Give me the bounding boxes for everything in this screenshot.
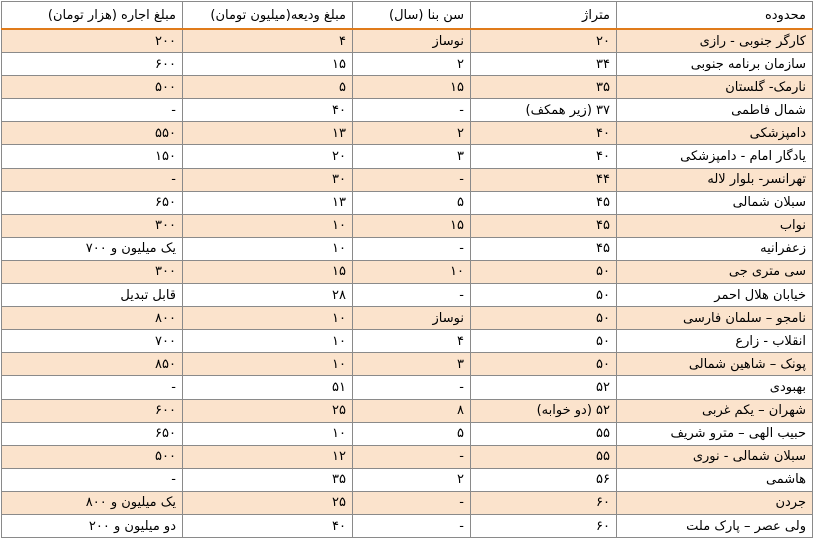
- table-row: [2, 168, 813, 191]
- cell-deposit: ۲۰: [183, 145, 353, 168]
- cell-deposit: ۱۲: [183, 445, 353, 468]
- cell-size: ۵۰: [471, 353, 617, 376]
- cell-deposit: ۱۰: [183, 353, 353, 376]
- cell-rent: یک میلیون و ۷۰۰: [2, 237, 183, 260]
- table-row: [2, 260, 813, 283]
- cell-building-age: ۱۵: [353, 76, 471, 99]
- cell-area: انقلاب - زارع: [617, 330, 813, 353]
- cell-deposit: ۲۵: [183, 399, 353, 422]
- cell-size: ۳۴: [471, 53, 617, 76]
- cell-area: کارگر جنوبی - رازی: [617, 29, 813, 53]
- cell-area: سازمان برنامه جنوبی: [617, 53, 813, 76]
- cell-area: زعفرانیه: [617, 237, 813, 260]
- cell-rent: ۶۰۰: [2, 53, 183, 76]
- cell-rent: ۶۰۰: [2, 399, 183, 422]
- cell-rent: -: [2, 168, 183, 191]
- table-row: [2, 191, 813, 214]
- table-row: [2, 376, 813, 399]
- cell-deposit: ۴: [183, 29, 353, 53]
- table-row: [2, 99, 813, 122]
- cell-building-age: ۲: [353, 122, 471, 145]
- header-area: محدوده: [617, 2, 813, 30]
- table-row: [2, 76, 813, 99]
- cell-size: ۴۰: [471, 122, 617, 145]
- cell-rent: -: [2, 99, 183, 122]
- cell-area: پونک – شاهین شمالی: [617, 353, 813, 376]
- cell-area: سبلان شمالی - نوری: [617, 445, 813, 468]
- table-row: [2, 145, 813, 168]
- cell-building-age: ۱۰: [353, 260, 471, 283]
- cell-size: ۳۷ (زیر همکف): [471, 99, 617, 122]
- cell-deposit: ۱۵: [183, 260, 353, 283]
- rental-listings-table: [1, 1, 813, 538]
- cell-deposit: ۱۰: [183, 307, 353, 330]
- cell-area: سبلان شمالی: [617, 191, 813, 214]
- table-row: [2, 491, 813, 514]
- cell-area: خیابان هلال احمر: [617, 284, 813, 307]
- cell-building-age: ۸: [353, 399, 471, 422]
- cell-size: ۳۵: [471, 76, 617, 99]
- cell-rent: یک میلیون و ۸۰۰: [2, 491, 183, 514]
- header-rent: مبلغ اجاره (هزار تومان): [2, 2, 183, 30]
- cell-deposit: ۱۰: [183, 237, 353, 260]
- cell-building-age: -: [353, 376, 471, 399]
- table-row: [2, 53, 813, 76]
- cell-size: ۴۵: [471, 191, 617, 214]
- header-building-age: سن بنا (سال): [353, 2, 471, 30]
- cell-size: ۶۰: [471, 491, 617, 514]
- cell-building-age: -: [353, 491, 471, 514]
- cell-rent: قابل تبدیل: [2, 284, 183, 307]
- cell-building-age: ۲: [353, 53, 471, 76]
- cell-size: ۵۰: [471, 284, 617, 307]
- table-row: [2, 445, 813, 468]
- cell-area: شهران – یکم غربی: [617, 399, 813, 422]
- cell-building-age: -: [353, 168, 471, 191]
- cell-deposit: ۳۰: [183, 168, 353, 191]
- header-deposit: مبلغ ودیعه(میلیون تومان): [183, 2, 353, 30]
- cell-rent: ۷۰۰: [2, 330, 183, 353]
- cell-deposit: ۱۳: [183, 191, 353, 214]
- cell-rent: ۵۰۰: [2, 76, 183, 99]
- cell-building-age: نوساز: [353, 29, 471, 53]
- cell-size: ۵۲ (دو خوابه): [471, 399, 617, 422]
- cell-deposit: ۱۳: [183, 122, 353, 145]
- cell-building-age: ۴: [353, 330, 471, 353]
- cell-deposit: ۵: [183, 76, 353, 99]
- table-row: [2, 514, 813, 537]
- cell-size: ۲۰: [471, 29, 617, 53]
- cell-area: شمال فاطمی: [617, 99, 813, 122]
- cell-building-age: -: [353, 99, 471, 122]
- cell-building-age: ۲: [353, 468, 471, 491]
- cell-building-age: ۵: [353, 191, 471, 214]
- cell-rent: ۲۰۰: [2, 29, 183, 53]
- cell-rent: -: [2, 468, 183, 491]
- cell-area: نامجو – سلمان فارسی: [617, 307, 813, 330]
- cell-size: ۴۴: [471, 168, 617, 191]
- cell-size: ۵۵: [471, 422, 617, 445]
- cell-deposit: ۱۰: [183, 422, 353, 445]
- cell-deposit: ۱۵: [183, 53, 353, 76]
- table-row: [2, 29, 813, 53]
- cell-area: حبیب الهی – مترو شریف: [617, 422, 813, 445]
- cell-building-age: ۱۵: [353, 214, 471, 237]
- cell-deposit: ۳۵: [183, 468, 353, 491]
- cell-building-age: -: [353, 284, 471, 307]
- cell-size: ۵۶: [471, 468, 617, 491]
- cell-deposit: ۵۱: [183, 376, 353, 399]
- cell-area: هاشمی: [617, 468, 813, 491]
- cell-rent: ۸۵۰: [2, 353, 183, 376]
- cell-area: ولی عصر – پارک ملت: [617, 514, 813, 537]
- cell-rent: دو میلیون و ۲۰۰: [2, 514, 183, 537]
- cell-building-age: -: [353, 237, 471, 260]
- cell-area: نواب: [617, 214, 813, 237]
- cell-building-age: نوساز: [353, 307, 471, 330]
- cell-rent: ۶۵۰: [2, 422, 183, 445]
- cell-size: ۵۰: [471, 307, 617, 330]
- cell-area: نارمک- گلستان: [617, 76, 813, 99]
- cell-area: یادگار امام - دامپزشکی: [617, 145, 813, 168]
- table-row: [2, 214, 813, 237]
- cell-building-age: ۵: [353, 422, 471, 445]
- cell-rent: ۵۰۰: [2, 445, 183, 468]
- cell-building-age: -: [353, 445, 471, 468]
- cell-area: بهبودی: [617, 376, 813, 399]
- cell-deposit: ۴۰: [183, 99, 353, 122]
- cell-size: ۵۲: [471, 376, 617, 399]
- cell-rent: ۳۰۰: [2, 214, 183, 237]
- cell-rent: ۵۵۰: [2, 122, 183, 145]
- cell-building-age: ۳: [353, 353, 471, 376]
- cell-area: دامپزشکی: [617, 122, 813, 145]
- table-row: [2, 330, 813, 353]
- cell-size: ۴۵: [471, 214, 617, 237]
- table-row: [2, 399, 813, 422]
- cell-deposit: ۴۰: [183, 514, 353, 537]
- cell-rent: ۸۰۰: [2, 307, 183, 330]
- cell-building-age: ۳: [353, 145, 471, 168]
- cell-deposit: ۲۵: [183, 491, 353, 514]
- table-row: [2, 307, 813, 330]
- cell-rent: ۶۵۰: [2, 191, 183, 214]
- table-row: [2, 468, 813, 491]
- cell-rent: ۱۵۰: [2, 145, 183, 168]
- cell-size: ۴۵: [471, 237, 617, 260]
- cell-size: ۴۰: [471, 145, 617, 168]
- table-row: [2, 237, 813, 260]
- cell-area: سی متری جی: [617, 260, 813, 283]
- cell-rent: ۳۰۰: [2, 260, 183, 283]
- table-row: [2, 284, 813, 307]
- cell-rent: -: [2, 376, 183, 399]
- cell-size: ۵۵: [471, 445, 617, 468]
- cell-deposit: ۱۰: [183, 330, 353, 353]
- cell-deposit: ۱۰: [183, 214, 353, 237]
- cell-area: جردن: [617, 491, 813, 514]
- header-row: [2, 2, 813, 30]
- header-size: متراژ: [471, 2, 617, 30]
- table-row: [2, 422, 813, 445]
- cell-area: تهرانسر- بلوار لاله: [617, 168, 813, 191]
- cell-deposit: ۲۸: [183, 284, 353, 307]
- cell-building-age: -: [353, 514, 471, 537]
- table-row: [2, 122, 813, 145]
- cell-size: ۵۰: [471, 260, 617, 283]
- cell-size: ۵۰: [471, 330, 617, 353]
- table-row: [2, 353, 813, 376]
- cell-size: ۶۰: [471, 514, 617, 537]
